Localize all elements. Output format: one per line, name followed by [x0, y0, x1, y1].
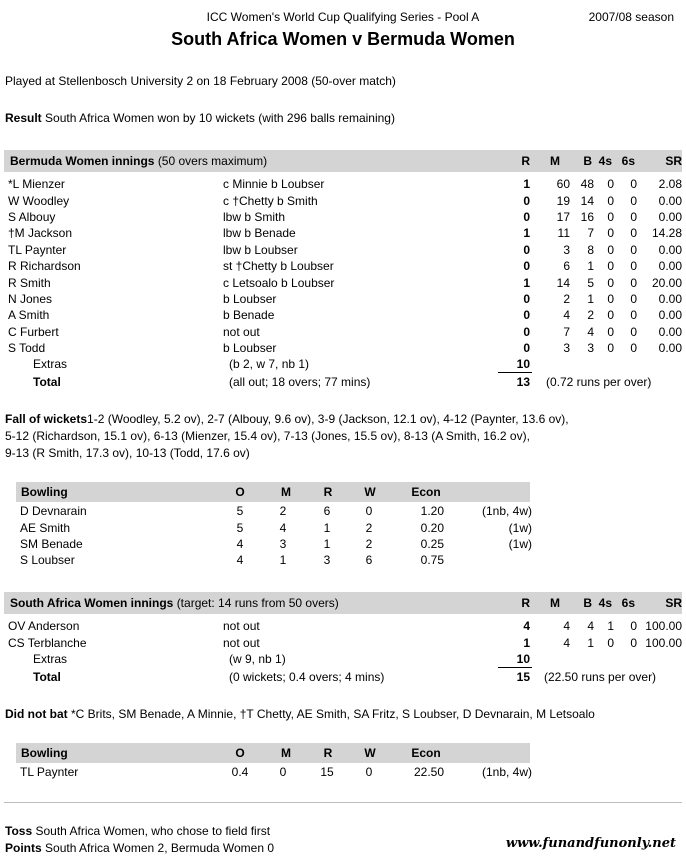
innings1-total-label: Total [33, 375, 61, 389]
fours: 0 [607, 341, 614, 356]
innings1-total-detail: (all out; 18 overs; 77 mins) [229, 375, 371, 389]
economy: 0.25 [420, 536, 444, 551]
col-m-2: M [550, 596, 560, 610]
runs: 1 [523, 226, 530, 241]
minutes: 60 [556, 177, 570, 192]
sixes: 0 [630, 324, 637, 339]
bowl-col-o: O [235, 485, 245, 499]
sixes: 0 [630, 635, 637, 650]
col-b-2: B [583, 596, 592, 610]
innings1-extras-detail: (b 2, w 7, nb 1) [229, 357, 310, 371]
bowl-col-r: R [323, 485, 333, 499]
fall-of-wickets-line1: Fall of wickets1-2 (Woodley, 5.2 ov), 2-7 (Albouy, 9.6 ov), 3-9 (Jackson, 12.1 ov), 4-12 (Paynter, 13.6 ov), [5, 412, 569, 426]
balls: 14 [580, 193, 594, 208]
dismissal: lbw b Benade [223, 226, 296, 241]
dismissal: b Benade [223, 308, 275, 323]
innings1-extras-runs: 10 [516, 357, 530, 371]
runs: 0 [523, 308, 530, 323]
batsman-row [8, 291, 682, 307]
overs: 4 [236, 536, 244, 551]
bowler-extras: (1nb, 4w) [481, 504, 532, 519]
bowl-col-m-2: M [281, 746, 291, 760]
balls: 16 [580, 209, 594, 224]
runs: 0 [523, 209, 530, 224]
sixes: 0 [630, 275, 637, 290]
dismissal: c †Chetty b Smith [223, 193, 318, 208]
col-sr: SR [665, 154, 682, 168]
runs: 0 [523, 193, 530, 208]
venue-date: Stellenbosch University 2 on 18 February 2008 (50-over match) [58, 74, 396, 88]
batsman-name: R Richardson [8, 259, 81, 274]
balls: 3 [587, 341, 594, 356]
bowl-col-o-2: O [235, 746, 245, 760]
toss-line: Toss South Africa Women, who chose to field first [5, 824, 271, 838]
balls: 4 [587, 324, 594, 339]
strike-rate: 0.00 [658, 242, 682, 257]
bowler-row [20, 536, 532, 552]
runs-conceded: 1 [323, 536, 331, 551]
maidens: 1 [279, 553, 287, 568]
fours: 0 [607, 209, 614, 224]
runs-conceded: 6 [323, 504, 331, 519]
dismissal: lbw b Loubser [223, 242, 298, 257]
bowler-extras: (1w) [508, 536, 532, 551]
col-b: B [583, 154, 592, 168]
pool-name: Pool A [444, 10, 480, 24]
bowler-row [20, 764, 532, 780]
dismissal: not out [223, 619, 260, 634]
minutes: 7 [563, 324, 570, 339]
maidens: 2 [279, 504, 287, 519]
batsman-name: S Todd [8, 341, 46, 356]
strike-rate: 0.00 [658, 324, 682, 339]
sixes: 0 [630, 291, 637, 306]
runs: 0 [523, 291, 530, 306]
batsman-name: †M Jackson [8, 226, 73, 241]
batsman-name: *L Mienzer [8, 177, 65, 192]
batsman-row [8, 340, 682, 356]
dismissal: st †Chetty b Loubser [223, 259, 334, 274]
batsman-row [8, 242, 682, 258]
bowler-name: SM Benade [20, 536, 83, 551]
runs: 1 [523, 635, 530, 650]
col-sr-2: SR [665, 596, 682, 610]
wickets: 6 [365, 553, 373, 568]
maidens: 4 [279, 520, 287, 535]
runs: 0 [523, 341, 530, 356]
strike-rate: 0.00 [658, 341, 682, 356]
dismissal: not out [223, 635, 260, 650]
overs: 5 [236, 520, 244, 535]
col-m: M [550, 154, 560, 168]
innings2-batting-table [8, 618, 682, 651]
col-r-2: R [521, 596, 530, 610]
runs: 1 [523, 177, 530, 192]
fours: 1 [607, 619, 614, 634]
wickets: 0 [365, 765, 373, 780]
batsman-name: C Furbert [8, 324, 59, 339]
bowler-name: TL Paynter [20, 765, 79, 780]
batsman-row [8, 324, 682, 340]
watermark: www.funandfunonly.net [505, 836, 676, 851]
innings2-total-detail: (0 wickets; 0.4 overs; 4 mins) [229, 670, 385, 684]
maidens: 0 [279, 765, 287, 780]
runs: 0 [523, 242, 530, 257]
did-not-bat-line: Did not bat *C Brits, SM Benade, A Minnie, †T Chetty, AE Smith, SA Fritz, S Loubser, D Devnarain, M Letsoalo [5, 707, 595, 721]
innings2-run-rate: (22.50 runs per over) [544, 670, 657, 684]
runs-conceded: 3 [323, 553, 331, 568]
innings1-total-rule [498, 372, 532, 373]
strike-rate: 20.00 [651, 275, 682, 290]
batsman-name: TL Paynter [8, 242, 67, 257]
col-4s-2: 4s [598, 596, 612, 610]
overs: 5 [236, 504, 244, 519]
minutes: 14 [556, 275, 570, 290]
bowler-row [20, 519, 532, 535]
strike-rate: 100.00 [645, 619, 682, 634]
strike-rate: 0.00 [658, 308, 682, 323]
batsman-name: N Jones [8, 291, 53, 306]
bowler-row [20, 503, 532, 519]
minutes: 17 [556, 209, 570, 224]
match-title: South Africa Women v Bermuda Women [171, 29, 515, 49]
bowler-extras: (1nb, 4w) [481, 765, 532, 780]
batsman-row [8, 192, 682, 208]
bowl-col-r-2: R [323, 746, 333, 760]
fours: 0 [607, 242, 614, 257]
fall-of-wickets-line2: 5-12 (Richardson, 15.1 ov), 6-13 (Mienzer, 15.4 ov), 7-13 (Jones, 15.5 ov), 8-13 (A Smith, 16.2 ov), [5, 429, 530, 443]
innings2-total-label: Total [33, 670, 61, 684]
runs: 4 [523, 619, 530, 634]
minutes: 4 [563, 308, 570, 323]
batsman-name: A Smith [8, 308, 50, 323]
did-not-bat-list: *C Brits, SM Benade, A Minnie, †T Chetty, AE Smith, SA Fritz, S Loubser, D Devnarain, M Letsoalo [71, 707, 595, 721]
season-label: 2007/08 season [588, 10, 674, 24]
overs: 0.4 [231, 765, 249, 780]
batsman-row [8, 274, 682, 290]
col-6s-2: 6s [621, 596, 635, 610]
fours: 0 [607, 635, 614, 650]
balls: 8 [587, 242, 594, 257]
bowling-label-2: Bowling [21, 746, 68, 760]
innings2-extras-detail: (w 9, nb 1) [229, 652, 286, 666]
wickets: 2 [365, 536, 373, 551]
sixes: 0 [630, 226, 637, 241]
innings1-total-runs: 13 [516, 375, 530, 389]
minutes: 4 [563, 619, 570, 634]
balls: 1 [587, 291, 594, 306]
fours: 0 [607, 259, 614, 274]
innings2-total-rule [498, 667, 532, 668]
economy: 22.50 [413, 765, 444, 780]
batsman-name: CS Terblanche [8, 635, 87, 650]
innings1-extras-label: Extras [33, 357, 68, 371]
maidens: 3 [279, 536, 287, 551]
bowler-name: S Loubser [20, 553, 75, 568]
batsman-row [8, 634, 682, 650]
fours: 0 [607, 275, 614, 290]
footer-divider [4, 802, 682, 803]
minutes: 11 [557, 226, 570, 241]
wickets: 0 [365, 504, 373, 519]
balls: 1 [587, 635, 594, 650]
sixes: 0 [630, 209, 637, 224]
batsman-name: W Woodley [8, 193, 70, 208]
minutes: 2 [563, 291, 570, 306]
strike-rate: 0.00 [658, 193, 682, 208]
economy: 0.20 [420, 520, 444, 535]
fours: 0 [607, 177, 614, 192]
batsman-name: R Smith [8, 275, 51, 290]
innings1-bowling-header [16, 482, 530, 502]
result-text: South Africa Women won by 10 wickets (with 296 balls remaining) [45, 111, 395, 125]
runs: 0 [523, 259, 530, 274]
bowl-col-econ-2: Econ [411, 746, 441, 760]
innings2-bowling-header [16, 743, 530, 763]
bowler-extras [444, 552, 532, 568]
dismissal: c Letsoalo b Loubser [223, 275, 335, 290]
strike-rate: 2.08 [658, 177, 682, 192]
sixes: 0 [630, 259, 637, 274]
innings1-run-rate: (0.72 runs per over) [546, 375, 652, 389]
strike-rate: 14.28 [651, 226, 682, 241]
strike-rate: 100.00 [645, 635, 682, 650]
runs-conceded: 15 [320, 765, 334, 780]
minutes: 19 [556, 193, 570, 208]
bowl-col-w: W [364, 485, 376, 499]
batsman-row [8, 618, 682, 634]
sixes: 0 [630, 177, 637, 192]
fours: 0 [607, 324, 614, 339]
bowler-name: AE Smith [20, 520, 71, 535]
balls: 48 [580, 177, 594, 192]
batsman-row [8, 307, 682, 323]
minutes: 6 [563, 259, 570, 274]
points-line: Points South Africa Women 2, Bermuda Women 0 [5, 841, 275, 855]
balls: 4 [587, 619, 594, 634]
strike-rate: 0.00 [658, 209, 682, 224]
batsman-row [8, 258, 682, 274]
batsman-name: OV Anderson [8, 619, 80, 634]
balls: 1 [587, 259, 594, 274]
bowling-label: Bowling [21, 485, 68, 499]
dismissal: b Loubser [223, 291, 277, 306]
sixes: 0 [630, 619, 637, 634]
overs: 4 [236, 553, 244, 568]
batsman-name: S Albouy [8, 209, 56, 224]
played-line: Played at Stellenbosch University 2 on 18 February 2008 (50-over match) [5, 74, 396, 88]
innings1-bowling-table [20, 503, 532, 569]
bowl-col-m: M [281, 485, 291, 499]
balls: 2 [587, 308, 594, 323]
innings2-extras-runs: 10 [516, 652, 530, 666]
bowler-row [20, 552, 532, 568]
series-name: ICC Women's World Cup Qualifying Series [206, 10, 434, 24]
batsman-row [8, 176, 682, 192]
innings2-bowling-table [20, 764, 532, 780]
innings2-total-runs: 15 [516, 670, 530, 684]
sixes: 0 [630, 341, 637, 356]
wickets: 2 [365, 520, 373, 535]
sixes: 0 [630, 193, 637, 208]
batsman-row [8, 209, 682, 225]
result-line: Result South Africa Women won by 10 wickets (with 296 balls remaining) [5, 111, 395, 125]
fours: 0 [607, 308, 614, 323]
innings2-title: South Africa Women innings (target: 14 runs from 50 overs) [10, 596, 339, 610]
col-4s: 4s [598, 154, 612, 168]
dismissal: not out [223, 324, 260, 339]
bowler-extras: (1w) [508, 520, 532, 535]
col-r: R [521, 154, 530, 168]
innings2-extras-label: Extras [33, 652, 68, 666]
minutes: 3 [563, 341, 570, 356]
dismissal: lbw b Smith [223, 209, 286, 224]
economy: 0.75 [420, 553, 444, 568]
batsman-row [8, 225, 682, 241]
minutes: 3 [563, 242, 570, 257]
col-6s: 6s [621, 154, 635, 168]
strike-rate: 0.00 [658, 291, 682, 306]
fours: 0 [607, 226, 614, 241]
fours: 0 [607, 193, 614, 208]
sixes: 0 [630, 308, 637, 323]
innings1-title: Bermuda Women innings (50 overs maximum) [10, 154, 268, 168]
minutes: 4 [563, 635, 570, 650]
balls: 7 [587, 226, 594, 241]
balls: 5 [587, 275, 594, 290]
runs: 1 [523, 275, 530, 290]
runs: 0 [523, 324, 530, 339]
economy: 1.20 [420, 504, 444, 519]
strike-rate: 0.00 [658, 259, 682, 274]
innings1-batting-table [8, 176, 682, 356]
bowl-col-econ: Econ [411, 485, 441, 499]
runs-conceded: 1 [323, 520, 331, 535]
dismissal: c Minnie b Loubser [223, 177, 325, 192]
bowl-col-w-2: W [364, 746, 376, 760]
fours: 0 [607, 291, 614, 306]
fall-of-wickets-line3: 9-13 (R Smith, 17.3 ov), 10-13 (Todd, 17.6 ov) [5, 446, 250, 460]
bowler-name: D Devnarain [20, 504, 87, 519]
series-title: ICC Women's World Cup Qualifying Series - Pool A [206, 10, 480, 24]
dismissal: b Loubser [223, 341, 277, 356]
sixes: 0 [630, 242, 637, 257]
